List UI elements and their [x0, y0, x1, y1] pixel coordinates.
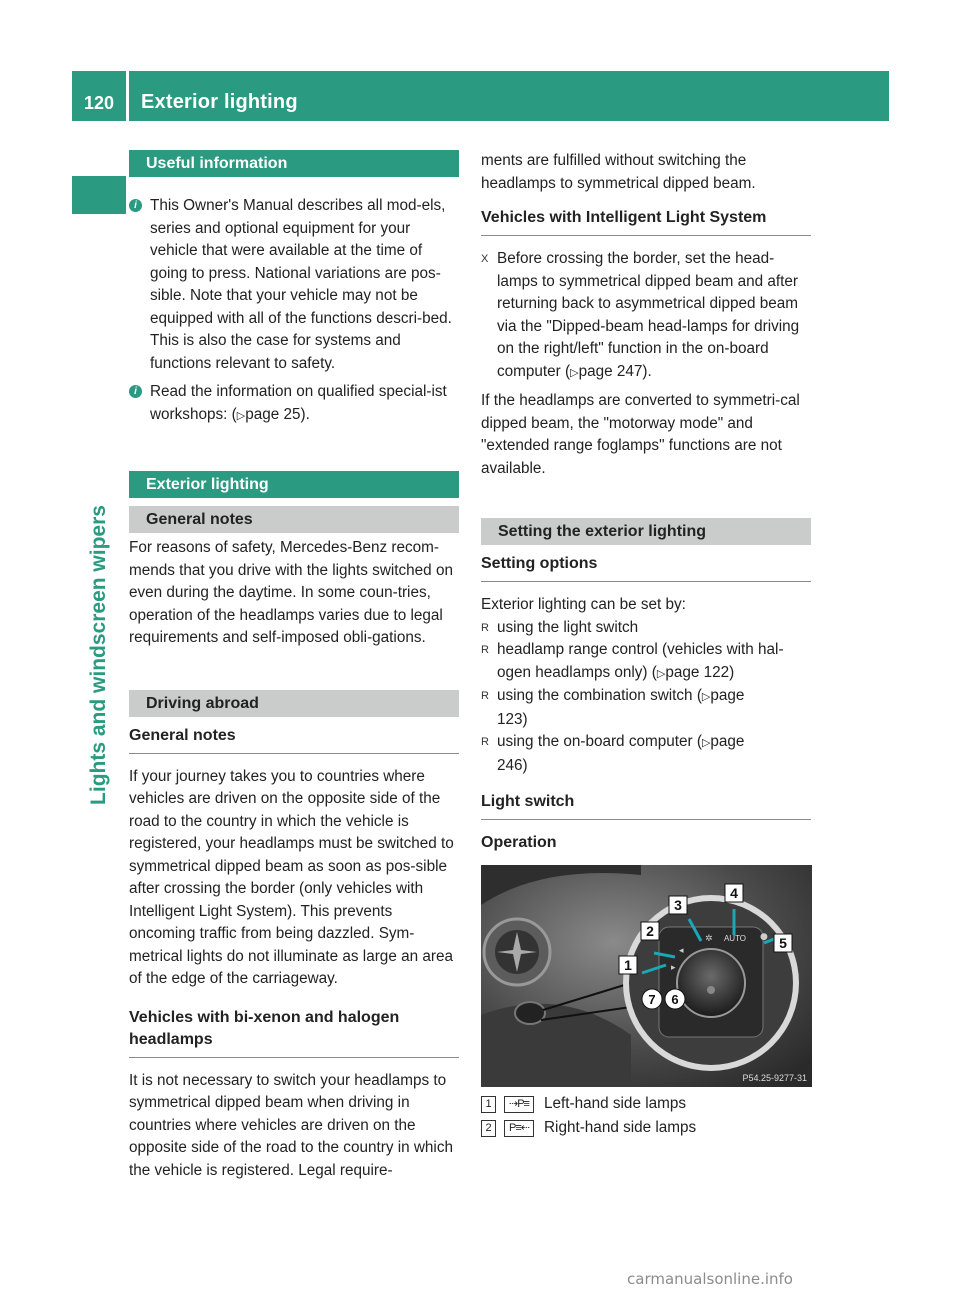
svg-text:▸: ▸ — [671, 962, 676, 973]
right-column — [481, 150, 811, 1141]
info-note-text: This Owner's Manual describes all mod-els, series and optional equipment for your vehicle that were available at the time of going to press. National variations are pos-sible. Note that your vehicle may not be equipped with all of the functions descri-bed. This is also the case for systems and functions relevant to safety. — [150, 197, 452, 372]
instruction-step — [481, 248, 811, 384]
footer-watermark: carmanualsonline.info — [627, 1270, 793, 1288]
info-note-1 — [129, 195, 459, 375]
operation-heading: Operation — [481, 834, 557, 851]
svg-text:●: ● — [760, 931, 768, 942]
page-reference-link[interactable]: page 123) — [497, 687, 745, 728]
svg-text:◂: ◂ — [679, 945, 684, 956]
list-item — [481, 731, 811, 777]
legend-text: Left-hand side lamps — [544, 1095, 687, 1113]
bixenon-subheading: Vehicles with bi-xenon and halogen headlamps — [129, 1007, 459, 1058]
list-item-text: using the combination switch ( — [497, 687, 702, 704]
legend-text: Right-hand side lamps — [544, 1119, 697, 1137]
page-ref-arrow-icon: ▷ — [701, 737, 711, 749]
driving-abroad-heading: Driving abroad — [129, 690, 459, 717]
setting-options-subheading: Setting options — [481, 553, 811, 582]
light-switch-subheading: Light switch — [481, 791, 811, 820]
page-ref-arrow-icon: ▷ — [701, 691, 711, 703]
light-switch-figure — [481, 865, 812, 1087]
figure-caption: P54.25-9277-31 — [742, 1072, 807, 1083]
page-reference-link[interactable]: page 247). — [578, 362, 652, 380]
list-item-text: using the on-board computer ( — [497, 733, 702, 750]
page-reference-link[interactable]: page 122) — [665, 663, 735, 681]
header-divider — [126, 71, 129, 121]
info-note-text: Read the information on qualified special-ist workshops: ( — [150, 383, 447, 423]
general-notes-text: For reasons of safety, Mercedes-Benz recom-mends that you drive with the lights switched on even during the daytime. In some coun-tries, operation of the headlamps varies due to legal requirements and self-imposed obli-gations. — [129, 539, 453, 646]
list-item — [481, 685, 811, 731]
exterior-lighting-heading: Exterior lighting — [129, 471, 459, 498]
left-side-lamps-icon: ⇢P≡ — [504, 1096, 534, 1113]
continued-text: ments are fulfilled without switching the headlamps to symmetrical dipped beam. — [481, 152, 756, 192]
callout-6: 6 — [671, 991, 679, 1007]
list-item-text: using the light switch — [497, 618, 639, 636]
page-number: 120 — [83, 93, 115, 113]
legend-number: 2 — [481, 1120, 496, 1137]
callout-3: 3 — [674, 896, 682, 913]
list-item — [481, 617, 811, 640]
page-title: Exterior lighting — [141, 91, 298, 113]
callout-2: 2 — [646, 922, 654, 939]
callout-1: 1 — [624, 956, 632, 973]
general-notes-heading: General notes — [129, 506, 459, 533]
converted-text: If the headlamps are converted to symmetri-cal dipped beam, the "motorway mode" and "extended range foglamps" functions are not available. — [481, 392, 800, 477]
ils-subheading: Vehicles with Intelligent Light System — [481, 207, 811, 236]
left-column — [129, 150, 459, 1182]
bixenon-text: It is not necessary to switch your headlamps to symmetrical dipped beam when driving in countries where vehicles are driven on the opposite side of the road to the country in which the vehicle is registered. Legal require- — [129, 1071, 453, 1179]
page-reference-link[interactable]: page 246) — [497, 733, 745, 774]
legend-item — [481, 1117, 811, 1141]
info-note-2 — [129, 381, 459, 427]
step-text: Before crossing the border, set the head-lamps to symmetrical dipped beam and after returning back to asymmetrical dipped beam via the "Dipped-beam head-lamps for driving on the right/left" function in the on-board computer ( — [497, 250, 800, 380]
info-icon: i — [129, 385, 146, 398]
setting-exterior-heading: Setting the exterior lighting — [481, 518, 811, 545]
page-ref-arrow-icon: ▷ — [570, 366, 579, 379]
step-marker-icon: X — [481, 253, 489, 265]
setting-intro: Exterior lighting can be set by: — [481, 596, 686, 613]
callout-4: 4 — [730, 884, 738, 901]
general-notes-subheading: General notes — [129, 725, 459, 754]
bullet-marker-icon: R — [481, 621, 489, 634]
legend-number: 1 — [481, 1096, 496, 1113]
chapter-label: Lights and windscreen wipers — [87, 505, 110, 805]
callout-5: 5 — [779, 934, 787, 951]
bullet-marker-icon: R — [481, 690, 489, 702]
info-icon: i — [129, 199, 146, 212]
right-side-lamps-icon: P≡⇠ — [504, 1120, 534, 1137]
bullet-marker-icon: R — [481, 644, 489, 656]
page-reference-link[interactable]: page 25). — [245, 405, 310, 423]
bullet-marker-icon: R — [481, 736, 489, 748]
light-switch-illustration — [481, 865, 812, 1087]
auto-label: AUTO — [723, 933, 747, 943]
page-ref-arrow-icon: ▷ — [656, 667, 666, 680]
page-ref-arrow-icon: ▷ — [236, 409, 246, 422]
list-item — [481, 639, 811, 685]
sidebar-marker — [72, 176, 126, 214]
callout-7: 7 — [648, 991, 656, 1007]
list-item-text: headlamp range control (vehicles with hal-ogen headlamps only) ( — [497, 641, 784, 681]
legend-item — [481, 1093, 811, 1117]
useful-info-heading: Useful information — [129, 150, 459, 177]
driving-abroad-text: If your journey takes you to countries where vehicles are driven on the opposite side of the road to the country in which the vehicle is registered, your headlamps must be switched to symmetrical dipped beam as soon as pos-sible after crossing the border (only vehicles with Intelligent Light System). This prevents oncoming traffic from being dazzled. Sym-metrical lights do not illuminate as large an area of the edge of the carriageway. — [129, 767, 454, 987]
svg-text:✲: ✲ — [705, 933, 713, 944]
